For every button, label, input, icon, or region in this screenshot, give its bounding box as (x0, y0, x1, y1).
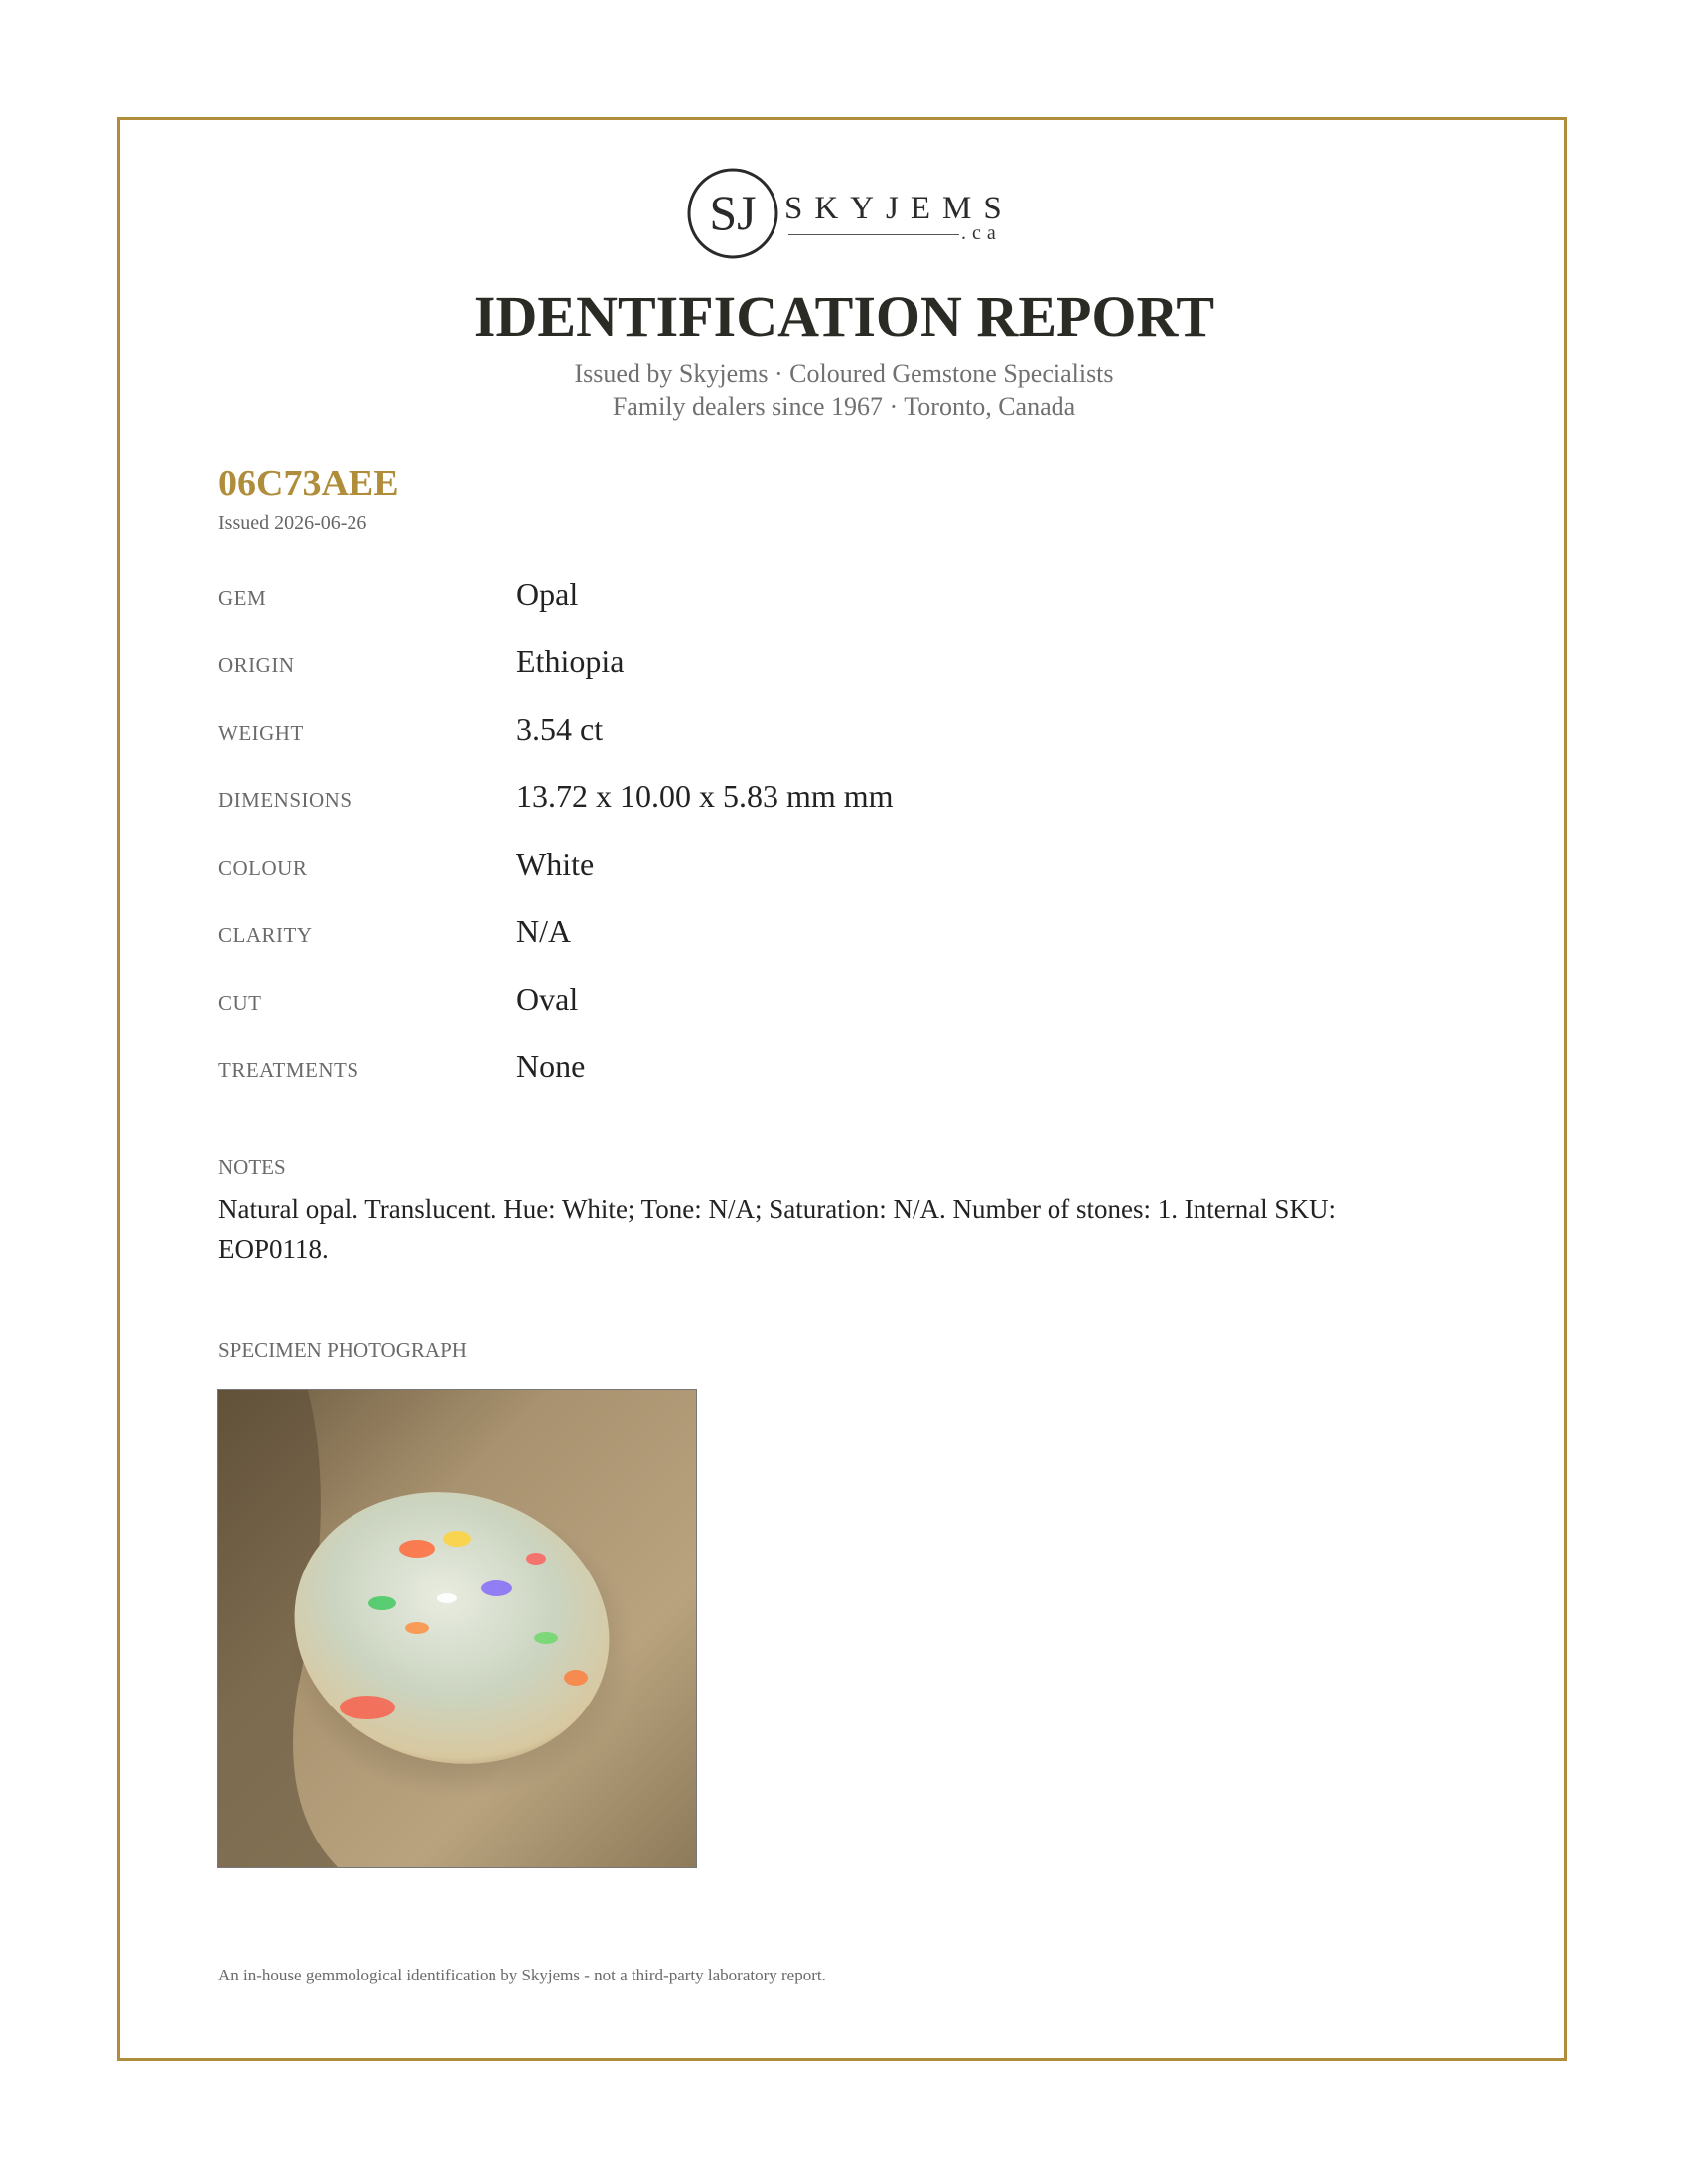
dimensions-value: 13.72 x 10.00 x 5.83 mm mm (516, 778, 894, 814)
opal-photo-illustration (218, 1390, 696, 1867)
dimensions-label: DIMENSIONS (218, 788, 352, 812)
page-title: IDENTIFICATION REPORT (473, 284, 1215, 348)
specimen-photo-label: SPECIMEN PHOTOGRAPH (218, 1338, 467, 1362)
origin-value: Ethiopia (516, 643, 625, 679)
logo-monogram: SJ (709, 185, 757, 240)
origin-label: ORIGIN (218, 653, 295, 677)
footer-disclaimer: An in-house gemmological identification by Skyjems - not a third-party laboratory report. (218, 1966, 826, 1984)
gem-value: Opal (516, 576, 579, 612)
colour-label: COLOUR (218, 856, 308, 880)
report-id: 06C73AEE (218, 463, 399, 504)
subtitle-family: Family dealers since 1967 · Toronto, Canada (612, 392, 1076, 421)
notes-label: NOTES (218, 1156, 286, 1179)
weight-label: WEIGHT (218, 721, 304, 745)
logo-rule (788, 234, 959, 235)
clarity-value: N/A (516, 913, 572, 949)
treatments-value: None (516, 1048, 586, 1084)
treatments-label: TREATMENTS (218, 1058, 359, 1082)
logo-domain-suffix: .ca (961, 222, 1002, 244)
notes-text: Natural opal. Translucent. Hue: White; Tone: N/A; Saturation: N/A. Number of stones: 1. Internal SKU: EOP0118. (218, 1194, 1336, 1264)
logo-wordmark: SKYJEMS (784, 191, 1014, 226)
subtitle-issuer: Issued by Skyjems · Coloured Gemstone Specialists (574, 359, 1114, 388)
issue-date: Issued 2026-06-26 (218, 512, 367, 534)
colour-value: White (516, 846, 595, 882)
cut-label: CUT (218, 991, 262, 1015)
specimen-photo (217, 1389, 697, 1868)
gem-label: GEM (218, 586, 267, 610)
clarity-label: CLARITY (218, 923, 313, 947)
weight-value: 3.54 ct (516, 711, 604, 747)
cut-value: Oval (516, 981, 579, 1017)
